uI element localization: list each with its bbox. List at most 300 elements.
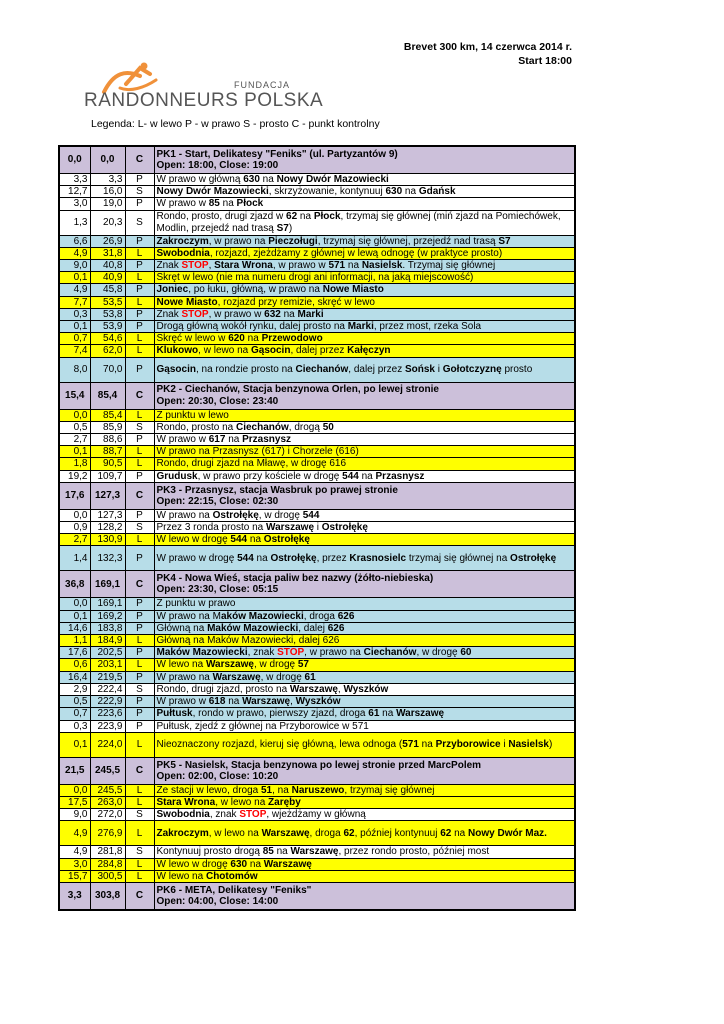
segment-distance: 17,6 [59, 647, 90, 659]
direction: P [125, 708, 154, 720]
place-name: Wyszków [343, 683, 389, 695]
segment-distance: 2,7 [59, 434, 90, 446]
segment-distance: 17,5 [59, 796, 90, 808]
place-name: Marki [297, 308, 324, 320]
route-row [59, 446, 575, 458]
segment-distance: 14,6 [59, 622, 90, 634]
place-name: Krasnosielc [349, 552, 407, 564]
place-name: 617 [208, 434, 226, 446]
direction: P [125, 198, 154, 210]
total-distance: 222,4 [90, 683, 125, 695]
instruction-text: W lewo na [156, 870, 206, 882]
place-name: Ostrołękę [270, 552, 317, 564]
instruction-text: W prawo w [156, 198, 209, 210]
instruction-text: Znak [156, 260, 182, 272]
route-row [59, 732, 575, 757]
place-name: 626 [337, 610, 355, 622]
place-name: Swobodnia [156, 809, 210, 821]
place-name: Nowe Miasto [322, 284, 384, 296]
direction: S [125, 522, 154, 534]
instruction-text: , skrzyżowanie, kontynuuj [268, 186, 386, 198]
place-name: Open: 23:30, Close: 05:15 [156, 584, 279, 596]
total-distance: 222,9 [90, 696, 125, 708]
place-name: PK4 - Nowa Wieś, stacja paliw bez nazwy (żółto-niebieska) [156, 573, 434, 585]
direction: P [125, 357, 154, 382]
segment-distance: 0,7 [59, 708, 90, 720]
place-name: Pułtusk [156, 708, 193, 720]
segment-distance: 0,1 [59, 446, 90, 458]
place-name: Ostrołękę [263, 534, 310, 546]
direction: L [125, 659, 154, 671]
route-row [59, 647, 575, 659]
route-description [154, 671, 575, 683]
place-name: 630 [243, 174, 260, 185]
segment-distance: 0,1 [59, 272, 90, 284]
place-name: Nowy Dwór Mazowiecki [276, 174, 389, 185]
place-name: 85 [262, 846, 274, 858]
route-description [154, 882, 575, 910]
randonneurs-logo [82, 62, 324, 114]
total-distance: 184,9 [90, 635, 125, 647]
instruction-text: Główną na [156, 622, 208, 634]
direction: S [125, 846, 154, 858]
instruction-text: , droga [303, 610, 338, 622]
route-description [154, 659, 575, 671]
total-distance: 281,8 [90, 846, 125, 858]
instruction-text: W prawo na [156, 671, 213, 683]
total-distance: 130,9 [90, 534, 125, 546]
instruction-text: na [379, 708, 397, 720]
stop-sign-text: STOP [277, 647, 305, 659]
route-description [154, 284, 575, 296]
route-description [154, 757, 575, 784]
route-row [59, 809, 575, 821]
place-name: Warszawę [289, 683, 338, 695]
route-description [154, 345, 575, 357]
place-name: Open: 18:00, Close: 19:00 [156, 160, 279, 171]
place-name: 62 [286, 211, 298, 223]
total-distance: 0,0 [90, 146, 125, 174]
total-distance: 127,3 [90, 482, 125, 509]
route-body [59, 146, 575, 910]
route-row [59, 796, 575, 808]
route-description [154, 858, 575, 870]
instruction-text: na [225, 696, 243, 708]
route-description [154, 622, 575, 634]
instruction-text: Kontynuuj prosto drogą [156, 846, 263, 858]
place-name: aków Mazowiecki [220, 610, 304, 622]
place-name: 620 [228, 333, 245, 345]
direction: C [125, 571, 154, 598]
instruction-text: ) [288, 222, 293, 234]
instruction-text: , rondo w prawo, pierwszy zjazd, droga [192, 708, 369, 720]
instruction-text: , znak [209, 809, 240, 821]
segment-distance: 0,5 [59, 696, 90, 708]
direction: P [125, 235, 154, 247]
place-name: Ciechanów [363, 647, 417, 659]
place-name: 571 [328, 260, 346, 272]
checkpoint-row [59, 571, 575, 598]
instruction-text: , przez most, rzeka Sola [373, 321, 482, 333]
total-distance: 85,4 [90, 409, 125, 421]
route-description [154, 296, 575, 308]
place-name: PK6 - META, Delikatesy "Feniks" [156, 884, 312, 896]
segment-distance: 17,6 [59, 482, 90, 509]
route-description [154, 198, 575, 210]
segment-distance: 0,7 [59, 333, 90, 345]
segment-distance: 3,3 [59, 174, 90, 186]
instruction-text: , przez [316, 552, 350, 564]
place-name: Chotomów [205, 870, 258, 882]
instruction-text: , w lewo na [208, 827, 262, 839]
place-name: 630 [385, 186, 403, 198]
segment-distance: 1,1 [59, 635, 90, 647]
route-row [59, 546, 575, 571]
segment-distance: 0,5 [59, 421, 90, 433]
checkpoint-row [59, 757, 575, 784]
instruction-text: , trzymaj się głównej, przejedź nad trasą [317, 235, 499, 247]
route-description [154, 409, 575, 421]
place-name: 62 [440, 827, 452, 839]
route-description [154, 357, 575, 382]
direction: P [125, 174, 154, 186]
route-row [59, 345, 575, 357]
place-name: Warszawę [205, 659, 254, 671]
instruction-text: , rozjazd, zjeżdżamy z głównej w lewą odnogę (w praktyce prosto) [209, 247, 503, 259]
route-row [59, 458, 575, 470]
total-distance: 276,9 [90, 821, 125, 846]
total-distance: 263,0 [90, 796, 125, 808]
instruction-text: , w drogę [260, 671, 305, 683]
instruction-text: , [208, 260, 215, 272]
place-name: Wyszków [295, 696, 341, 708]
route-row [59, 708, 575, 720]
route-description [154, 210, 575, 235]
route-row [59, 683, 575, 695]
instruction-text: , dalej [298, 622, 328, 634]
place-name: Ostrołękę [212, 509, 259, 521]
route-description [154, 247, 575, 259]
total-distance: 169,1 [90, 571, 125, 598]
direction: L [125, 247, 154, 259]
route-description [154, 708, 575, 720]
logo-name: RANDONNEURS POLSKA [84, 90, 324, 111]
instruction-text: Rondo, drugi zjazd na Mławę, w drogę 616 [156, 458, 347, 470]
segment-distance: 15,4 [59, 382, 90, 409]
total-distance: 53,9 [90, 321, 125, 333]
total-distance: 26,9 [90, 235, 125, 247]
segment-distance: 0,1 [59, 321, 90, 333]
direction: S [125, 210, 154, 235]
instruction-text: na [418, 739, 436, 751]
brevet-title: Brevet 300 km, 14 czerwca 2014 r. [403, 41, 572, 53]
instruction-text: ) [548, 739, 553, 751]
direction: L [125, 409, 154, 421]
total-distance: 183,8 [90, 622, 125, 634]
instruction-text: , trzymaj się głównej [344, 784, 435, 796]
route-description [154, 598, 575, 610]
direction: P [125, 284, 154, 296]
route-description [154, 434, 575, 446]
place-name: Ciechanów [295, 364, 349, 376]
total-distance: 40,8 [90, 260, 125, 272]
instruction-text: W prawo na [156, 509, 213, 521]
route-row [59, 470, 575, 482]
total-distance: 16,0 [90, 186, 125, 198]
route-description [154, 870, 575, 882]
segment-distance: 36,8 [59, 571, 90, 598]
route-description [154, 720, 575, 732]
instruction-text: , rozjazd przy remizie, skręć w lewo [217, 296, 375, 308]
place-name: 544 [342, 470, 359, 482]
place-name: PK2 - Ciechanów, Stacja benzynowa Orlen, po lewej stronie [156, 384, 439, 396]
direction: P [125, 434, 154, 446]
instruction-text: na [451, 827, 469, 839]
instruction-text: na [273, 846, 291, 858]
place-name: 544 [230, 534, 248, 546]
total-distance: 245,5 [90, 784, 125, 796]
segment-distance: 4,9 [59, 846, 90, 858]
direction: L [125, 458, 154, 470]
place-name: Gdańsk [418, 186, 456, 198]
segment-distance: 0,0 [59, 784, 90, 796]
total-distance: 20,3 [90, 210, 125, 235]
segment-distance: 16,4 [59, 671, 90, 683]
route-description [154, 146, 575, 174]
place-name: Nasielsk [508, 739, 549, 751]
route-description [154, 683, 575, 695]
place-name: Zakroczym [156, 235, 209, 247]
segment-distance: 12,7 [59, 186, 90, 198]
place-name: Warszawę [261, 827, 310, 839]
place-name: S7 [498, 235, 511, 247]
instruction-text: trzymaj się głównej na [406, 552, 511, 564]
route-row [59, 858, 575, 870]
place-name: 544 [302, 509, 320, 521]
segment-distance: 0,0 [59, 146, 90, 174]
instruction-text: na [402, 186, 419, 198]
instruction-text: Ze stacji w lewo, droga [156, 784, 261, 796]
segment-distance: 21,5 [59, 757, 90, 784]
place-name: 50 [322, 421, 334, 433]
place-name: Klukowo [156, 345, 199, 357]
direction: L [125, 333, 154, 345]
route-row [59, 870, 575, 882]
route-row [59, 260, 575, 272]
direction: L [125, 732, 154, 757]
place-name: Ciechanów [236, 421, 289, 433]
route-row [59, 534, 575, 546]
route-description [154, 571, 575, 598]
segment-distance: 0,0 [59, 409, 90, 421]
direction: L [125, 821, 154, 846]
instruction-text: , na rondzie prosto na [195, 364, 296, 376]
total-distance: 54,6 [90, 333, 125, 345]
total-distance: 272,0 [90, 809, 125, 821]
place-name: Open: 02:00, Close: 10:20 [156, 770, 279, 782]
direction: P [125, 610, 154, 622]
route-row [59, 421, 575, 433]
direction: P [125, 598, 154, 610]
instruction-text: W lewo w drogę [156, 858, 231, 870]
direction: C [125, 882, 154, 910]
instruction-text: Rondo, prosto na [156, 421, 236, 433]
place-name: Maków Mazowiecki [156, 647, 248, 659]
direction: P [125, 671, 154, 683]
segment-distance: 8,0 [59, 357, 90, 382]
segment-distance: 2,7 [59, 534, 90, 546]
brevet-header [404, 40, 572, 68]
direction: L [125, 272, 154, 284]
segment-distance: 9,0 [59, 809, 90, 821]
instruction-text: , w drogę [258, 509, 303, 521]
total-distance: 245,5 [90, 757, 125, 784]
place-name: Nowy Dwór Mazowiecki [156, 186, 269, 198]
total-distance: 109,7 [90, 470, 125, 482]
instruction-text: , na [272, 784, 292, 796]
place-name: 630 [230, 858, 248, 870]
instruction-text: na [225, 434, 243, 446]
segment-distance: 1,3 [59, 210, 90, 235]
route-row [59, 635, 575, 647]
instruction-text: Nieoznaczony rozjazd, kieruj się główną, lewa odnoga ( [156, 739, 403, 751]
place-name: 85 [208, 198, 220, 210]
instruction-text: W lewo na [156, 659, 206, 671]
segment-distance: 0,0 [59, 509, 90, 521]
place-name: PK5 - Nasielsk, Stacja benzynowa po lewej stronie przed MarcPolem [156, 759, 482, 771]
segment-distance: 0,1 [59, 732, 90, 757]
place-name: 632 [264, 308, 281, 320]
segment-distance: 3,0 [59, 198, 90, 210]
segment-distance: 0,0 [59, 598, 90, 610]
instruction-text: . Trzymaj się głównej [402, 260, 496, 272]
instruction-text: Główną na Maków Mazowiecki, dalej 626 [156, 635, 340, 647]
total-distance: 90,5 [90, 458, 125, 470]
instruction-text: na [259, 174, 277, 185]
instruction-text: Pułtusk, zjedź z głównej na Przyborowice w 571 [156, 720, 369, 732]
route-description [154, 821, 575, 846]
route-row [59, 696, 575, 708]
instruction-text: , trzymaj się głównej (miń zjazd na Pomiechówek, Modlin, przejedź nad trasą [156, 211, 561, 234]
route-table [58, 145, 576, 911]
segment-distance: 1,8 [59, 458, 90, 470]
start-time: Start 18:00 [518, 55, 572, 67]
route-description [154, 809, 575, 821]
route-row [59, 284, 575, 296]
direction: L [125, 296, 154, 308]
route-row [59, 784, 575, 796]
total-distance: 85,4 [90, 382, 125, 409]
place-name: Gąsocin [156, 364, 196, 376]
instruction-text: , w prawo w [208, 308, 265, 320]
segment-distance: 6,6 [59, 235, 90, 247]
total-distance: 70,0 [90, 357, 125, 382]
place-name: Marki [347, 321, 374, 333]
direction: L [125, 796, 154, 808]
place-name: Zakroczym [156, 827, 209, 839]
place-name: Stara Wrona [156, 796, 216, 808]
instruction-text: , w drogę [416, 647, 461, 659]
route-description [154, 522, 575, 534]
segment-distance: 4,9 [59, 247, 90, 259]
total-distance: 40,9 [90, 272, 125, 284]
place-name: PK1 - Start, Delikatesy "Feniks" (ul. Partyzantów 9) [156, 148, 398, 160]
route-row [59, 357, 575, 382]
place-name: Swobodnia [156, 247, 210, 259]
total-distance: 300,5 [90, 870, 125, 882]
place-name: 62 [343, 827, 355, 839]
place-name: Płock [236, 198, 264, 210]
instruction-text: na [219, 198, 237, 210]
route-description [154, 470, 575, 482]
total-distance: 88,7 [90, 446, 125, 458]
instruction-text: , w drogę [253, 659, 298, 671]
route-description [154, 546, 575, 571]
instruction-text: i [314, 522, 322, 534]
place-name: Gołotczyznę [442, 364, 502, 376]
place-name: 626 [327, 622, 345, 634]
instruction-text: i [500, 739, 509, 751]
logo-fundacja: FUNDACJA [234, 80, 291, 90]
place-name: Gąsocin [250, 345, 291, 357]
place-name: Sońsk [404, 364, 435, 376]
instruction-text: , w prawo w [272, 260, 329, 272]
place-name: 57 [297, 659, 309, 671]
direction: P [125, 546, 154, 571]
route-row [59, 610, 575, 622]
place-name: Warszawę [396, 708, 445, 720]
total-distance: 31,8 [90, 247, 125, 259]
direction: C [125, 757, 154, 784]
checkpoint-row [59, 146, 575, 174]
place-name: Warszawę [263, 858, 312, 870]
segment-distance: 7,7 [59, 296, 90, 308]
total-distance: 224,0 [90, 732, 125, 757]
segment-distance: 19,2 [59, 470, 90, 482]
direction: S [125, 421, 154, 433]
route-row [59, 522, 575, 534]
route-description [154, 534, 575, 546]
instruction-text: , w prawo na [304, 647, 364, 659]
instruction-text: na [280, 308, 298, 320]
segment-distance: 3,0 [59, 858, 90, 870]
instruction-text: W prawo na Przasnysz (617) i Chorzele (616) [156, 446, 359, 458]
segment-distance: 1,4 [59, 546, 90, 571]
direction: L [125, 534, 154, 546]
place-name: Nowy Dwór Maz. [468, 827, 547, 839]
instruction-text: W prawo w [156, 434, 209, 446]
instruction-text: W prawo w drogę [156, 552, 238, 564]
direction: L [125, 858, 154, 870]
instruction-text: W prawo na M [156, 610, 221, 622]
place-name: Zaręby [268, 796, 301, 808]
route-row [59, 296, 575, 308]
route-row [59, 333, 575, 345]
direction: P [125, 470, 154, 482]
route-description [154, 846, 575, 858]
total-distance: 203,1 [90, 659, 125, 671]
instruction-text: Rondo, prosto, drugi zjazd w [156, 211, 287, 223]
total-distance: 169,1 [90, 598, 125, 610]
total-distance: 85,9 [90, 421, 125, 433]
place-name: Warszawę [242, 696, 291, 708]
place-name: Open: 04:00, Close: 14:00 [156, 895, 279, 907]
instruction-text: na [244, 333, 262, 345]
direction: C [125, 382, 154, 409]
route-row [59, 671, 575, 683]
place-name: Joniec [156, 284, 189, 296]
place-name: Stara Wrona [214, 260, 273, 272]
